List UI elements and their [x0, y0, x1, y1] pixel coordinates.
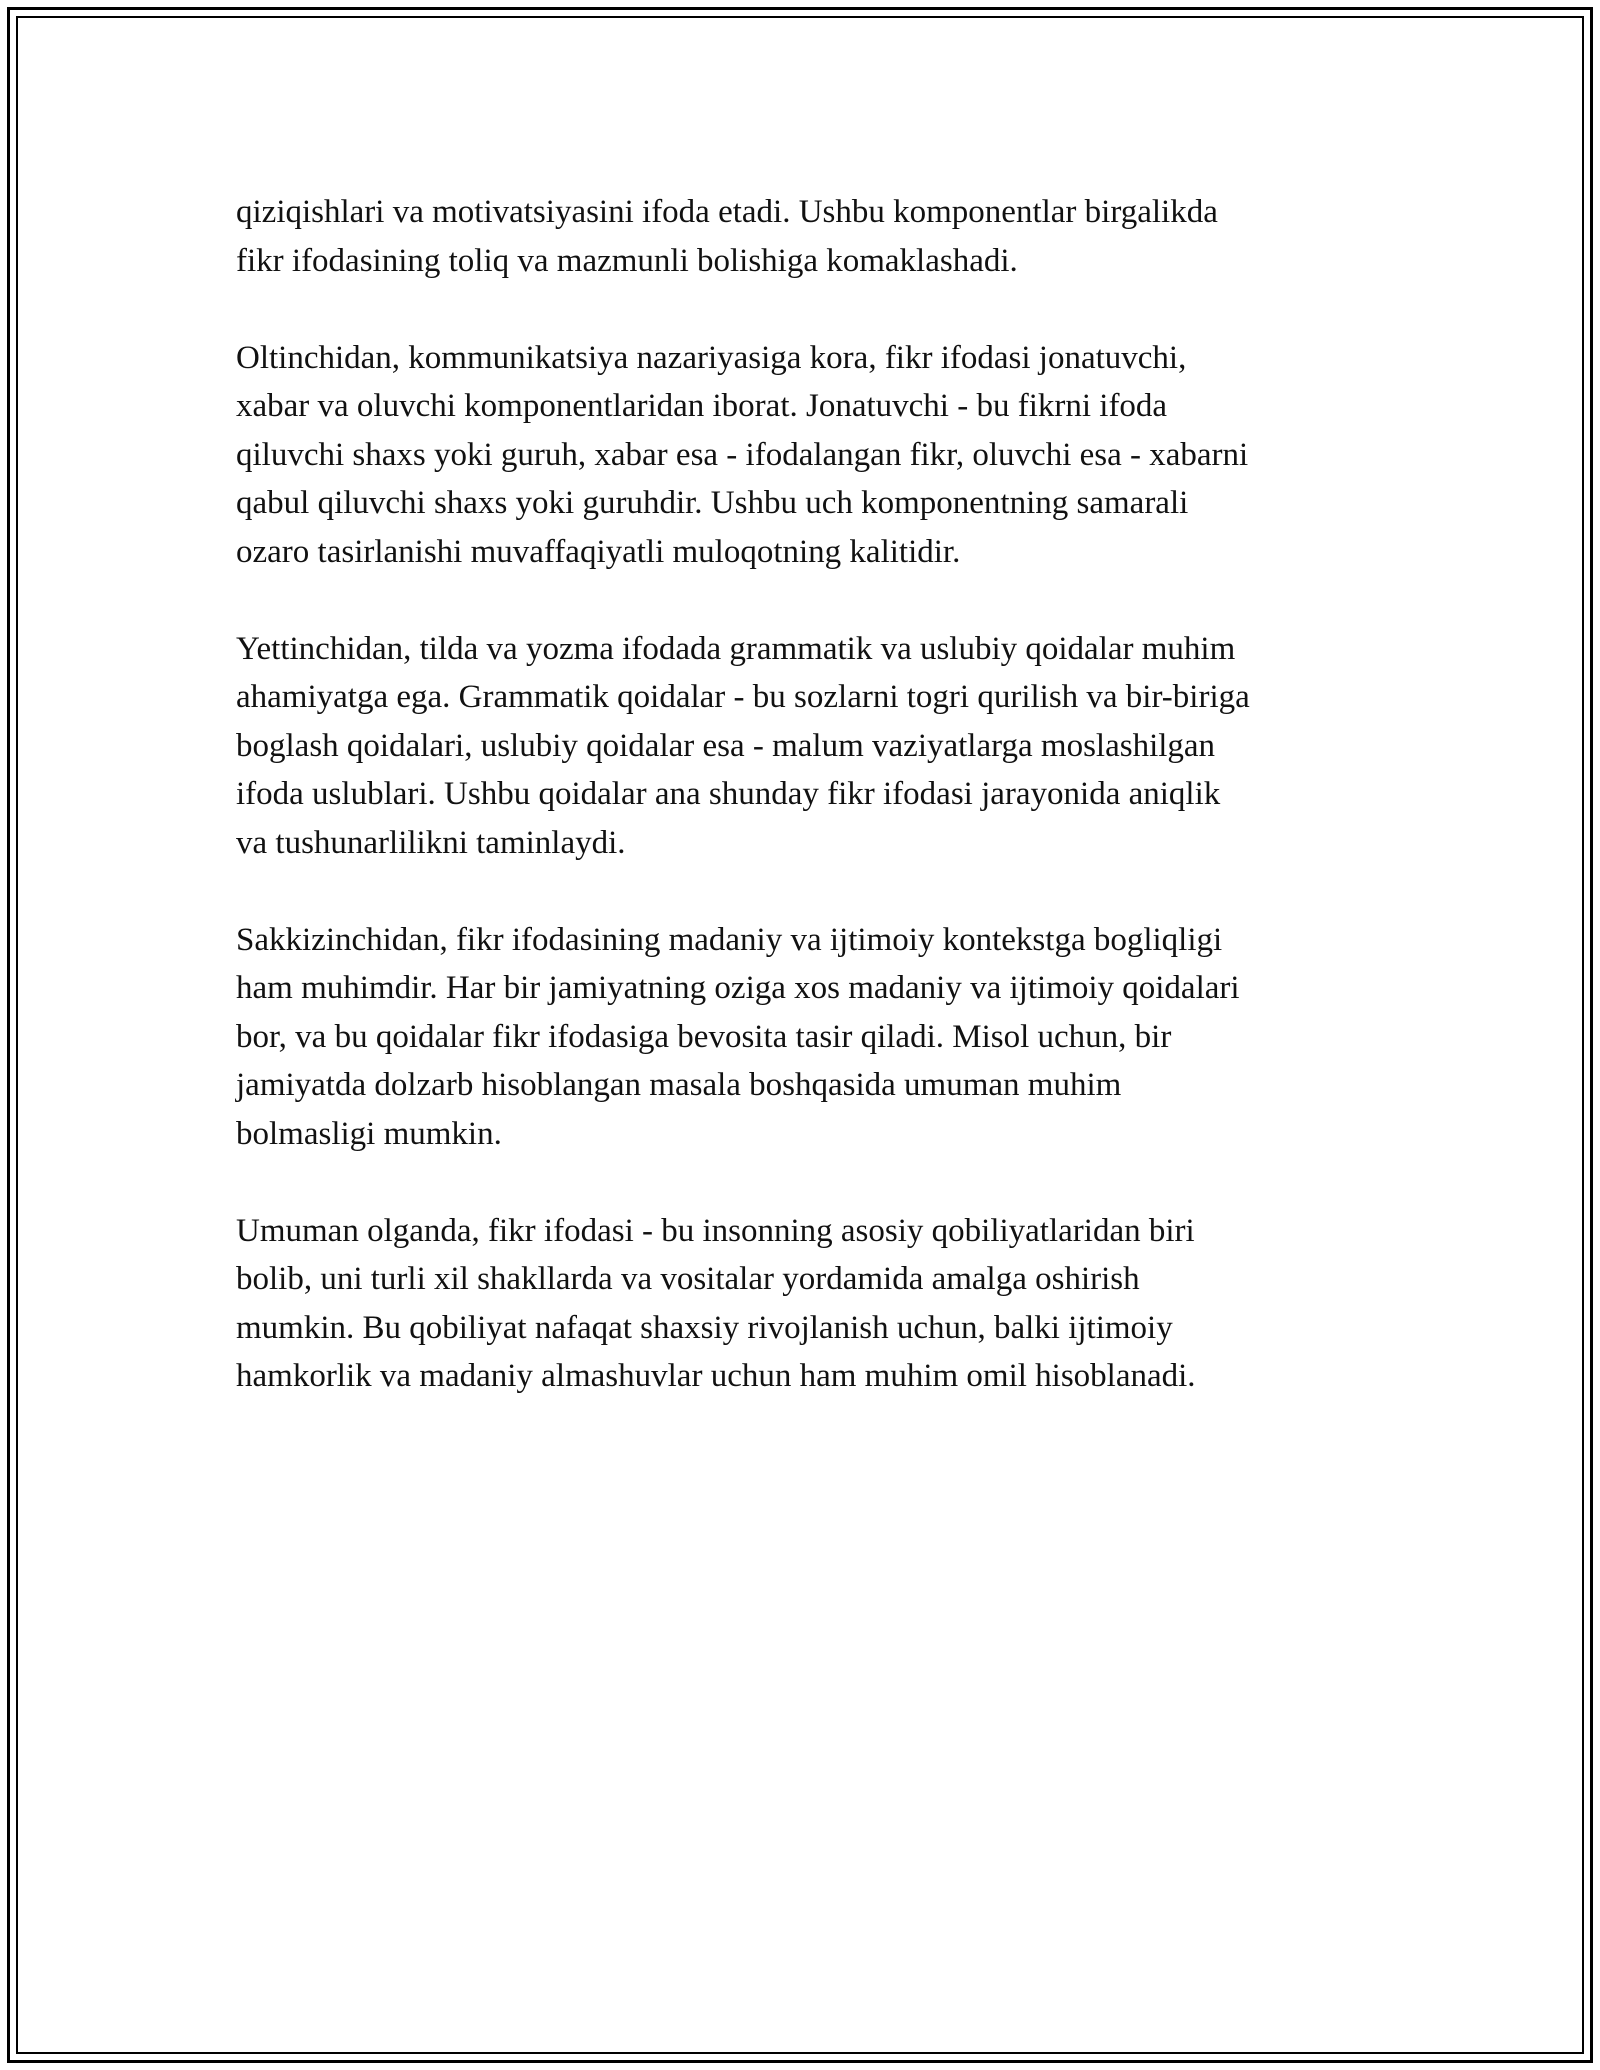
paragraph-3: Yettinchidan, tilda va yozma ifodada grammatik va uslubiy qoidalar muhim ahamiyatga ega. Grammatik qoidalar - bu sozlarni togri qurilish va bir-biriga boglash qoidalari, uslubiy qoidalar esa - malum vaziyatlarga moslashilgan ifoda uslublari. Ushbu qoidalar ana shunday fikr ifodasi jarayonida aniqlik va tushunarlilikni taminlaydi. [236, 630, 1250, 861]
paragraph-1: qiziqishlari va motivatsiyasini ifoda etadi. Ushbu komponentlar birgalikda fikr ifodasining toliq va mazmunli bolishiga komaklashadi. [236, 194, 1218, 279]
paragraph-5: Umuman olganda, fikr ifodasi - bu insonning asosiy qobiliyatlaridan biri bolib, uni turli xil shakllarda va vositalar yordamida amalga oshirish mumkin. Bu qobiliyat nafaqat shaxsiy rivojlanish uchun, balki ijtimoiy hamkorlik va madaniy almashuvlar uchun ham muhim omil hisoblanadi. [236, 1212, 1196, 1394]
paragraph-4: Sakkizinchidan, fikr ifodasining madaniy va ijtimoiy kontekstga bogliqligi ham muhimdir. Har bir jamiyatning oziga xos madaniy va ijtimoiy qoidalari bor, va bu qoidalar fikr ifodasiga bevosita tasir qiladi. Misol uchun, bir jamiyatda dolzarb hisoblangan masala boshqasida umuman muhim bolmasligi mumkin. [236, 921, 1240, 1152]
paragraph-2: Oltinchidan, kommunikatsiya nazariyasiga kora, fikr ifodasi jonatuvchi, xabar va oluvchi komponentlaridan iborat. Jonatuvchi - bu fikrni ifoda qiluvchi shaxs yoki guruh, xabar esa - ifodalangan fikr, oluvchi esa - xabarni qabul qiluvchi shaxs yoki guruhdir. Ushbu uch komponentning samarali ozaro tasirlanishi muvaffaqiyatli muloqotning kalitidir. [236, 339, 1249, 570]
page-body [236, 188, 1376, 1449]
